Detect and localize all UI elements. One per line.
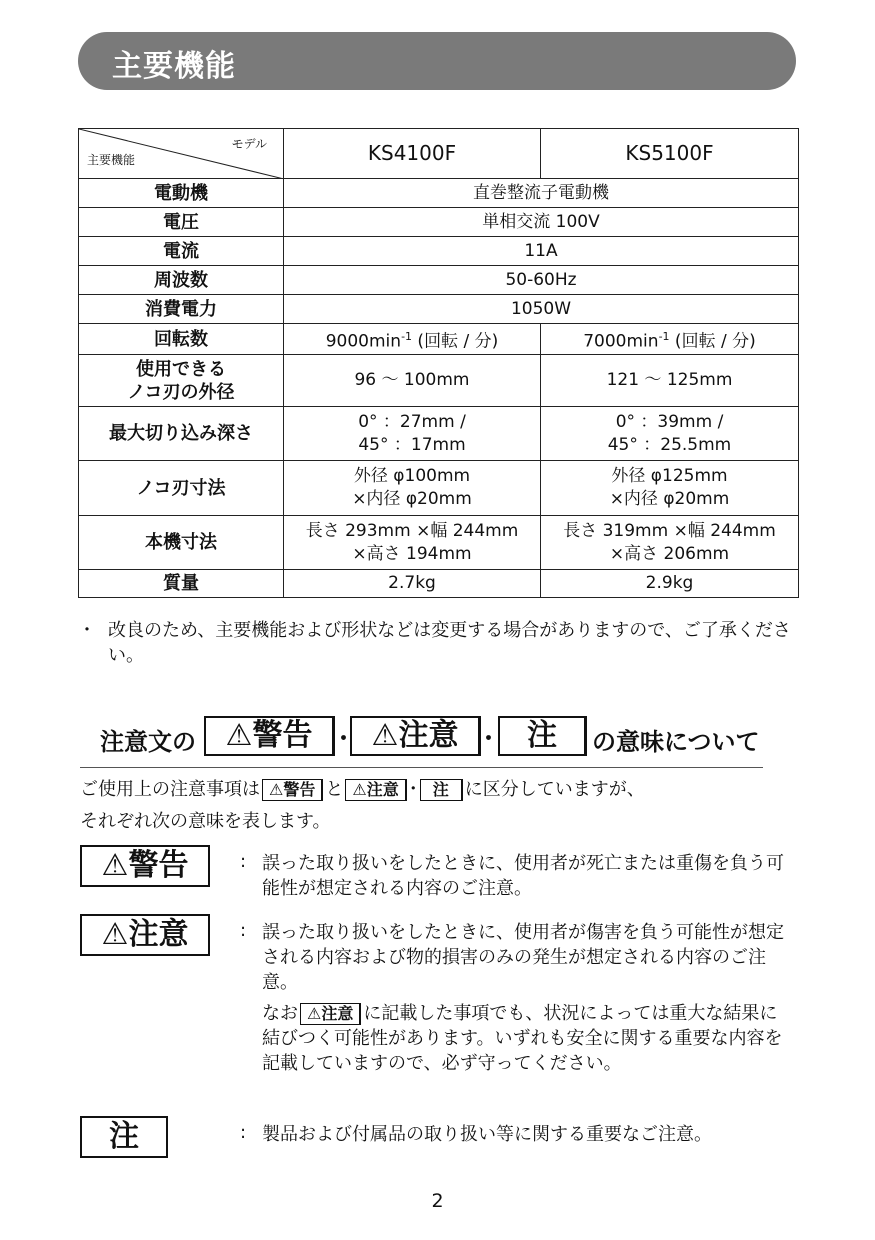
- row-value: 1050W: [284, 295, 799, 324]
- row-value: 121 ～ 125mm: [541, 355, 799, 407]
- colon: :: [240, 851, 247, 872]
- row-label: 使用できる ノコ刃の外径: [79, 355, 284, 407]
- warning-inline-box: ⚠警告: [262, 779, 323, 801]
- row-value: 長さ 319mm ×幅 244mm ×高さ 206mm: [541, 516, 799, 570]
- caution-label-box: ⚠注意: [350, 716, 481, 756]
- note-bullet: ・: [78, 620, 96, 641]
- row-value: 11A: [284, 237, 799, 266]
- row-value: 外径 φ125mm ×内径 φ20mm: [541, 461, 799, 516]
- heading-separator: ･: [483, 727, 495, 752]
- row-label: 電動機: [79, 179, 284, 208]
- table-row: [79, 295, 799, 324]
- row-value: 外径 φ100mm ×内径 φ20mm: [284, 461, 541, 516]
- table-row: [79, 179, 799, 208]
- warning-definition-text: 誤った取り扱いをしたときに、使用者が死亡または重傷を負う可能性が想定される内容のご注意。: [262, 853, 784, 899]
- row-label: 最大切り込み深さ: [79, 407, 284, 461]
- table-row: [79, 407, 799, 461]
- row-value: 長さ 293mm ×幅 244mm ×高さ 194mm: [284, 516, 541, 570]
- row-label: 電流: [79, 237, 284, 266]
- model-header-1: KS4100F: [284, 129, 541, 179]
- table-corner-cell: [79, 129, 284, 179]
- heading-suffix: の意味について: [592, 728, 760, 756]
- warning-label-box: ⚠警告: [204, 716, 335, 756]
- caution-inline-box: ⚠注意: [300, 1003, 361, 1025]
- row-label: 周波数: [79, 266, 284, 295]
- table-row: [79, 461, 799, 516]
- heading-separator: ･: [338, 727, 350, 752]
- row-label: 電圧: [79, 208, 284, 237]
- table-row: [79, 516, 799, 570]
- note-definition-text: 製品および付属品の取り扱い等に関する重要なご注意。: [262, 1124, 712, 1145]
- model-header-2: KS5100F: [541, 129, 799, 179]
- row-value: 直巻整流子電動機: [284, 179, 799, 208]
- colon: :: [240, 1122, 247, 1143]
- row-label: 質量: [79, 570, 284, 598]
- row-label: ノコ刃寸法: [79, 461, 284, 516]
- caution-definition-text: 誤った取り扱いをしたときに、使用者が傷害を負う可能性が想定される内容および物的損害のみの発生が想定される内容のご注意。 なお ⚠注意 に記載した事項でも、状況によっては重大な結果に結びつく可能性があります。いずれも安全に関する重要な内容を記載していますので、必ず守ってください。: [262, 922, 784, 1074]
- row-value: 0° ：27mm / 45° ：17mm: [284, 407, 541, 461]
- heading-prefix: 注意文の: [100, 728, 196, 756]
- row-label: 回転数: [79, 324, 284, 355]
- table-row: [79, 570, 799, 598]
- section-title-banner: [78, 32, 796, 90]
- row-value: 2.7kg: [284, 570, 541, 598]
- caution-definition-label: ⚠注意: [80, 914, 210, 956]
- note-definition-label: 注: [80, 1116, 168, 1158]
- colon: :: [240, 920, 247, 941]
- table-row: [79, 237, 799, 266]
- revision-note: [78, 618, 800, 668]
- row-value: 単相交流 100V: [284, 208, 799, 237]
- note-label-box: 注: [498, 716, 587, 756]
- row-label: 本機寸法: [79, 516, 284, 570]
- spec-table: [78, 128, 799, 598]
- table-row: [79, 208, 799, 237]
- row-label: 消費電力: [79, 295, 284, 324]
- section-title: 主要機能: [112, 49, 236, 84]
- table-row: [79, 324, 799, 355]
- divider: [80, 767, 763, 768]
- note-inline-box: 注: [420, 779, 463, 801]
- corner-function-label: 主要機能: [87, 153, 136, 167]
- table-row: [79, 266, 799, 295]
- row-value: 50-60Hz: [284, 266, 799, 295]
- row-value: 2.9kg: [541, 570, 799, 598]
- note-text: 改良のため、主要機能および形状などは変更する場合がありますので、ご了承ください。: [108, 620, 791, 666]
- row-value: 96 ～ 100mm: [284, 355, 541, 407]
- row-value: 0° ：39mm / 45° ：25.5mm: [541, 407, 799, 461]
- table-row: [79, 355, 799, 407]
- warning-definition-label: ⚠警告: [80, 845, 210, 887]
- corner-model-label: モデル: [231, 137, 267, 151]
- caution-inline-box: ⚠注意: [345, 779, 406, 801]
- intro-paragraph: ご使用上の注意事項は ⚠警告 と ⚠注意 ･ 注 に区分していますが、 それぞれ次の意味を表します。: [80, 779, 645, 832]
- row-value: $9000\min^{-1}$ (回転 / 分): [284, 324, 541, 355]
- page-number: 2: [431, 1190, 444, 1212]
- row-value: $7000\min^{-1}$ (回転 / 分): [541, 324, 799, 355]
